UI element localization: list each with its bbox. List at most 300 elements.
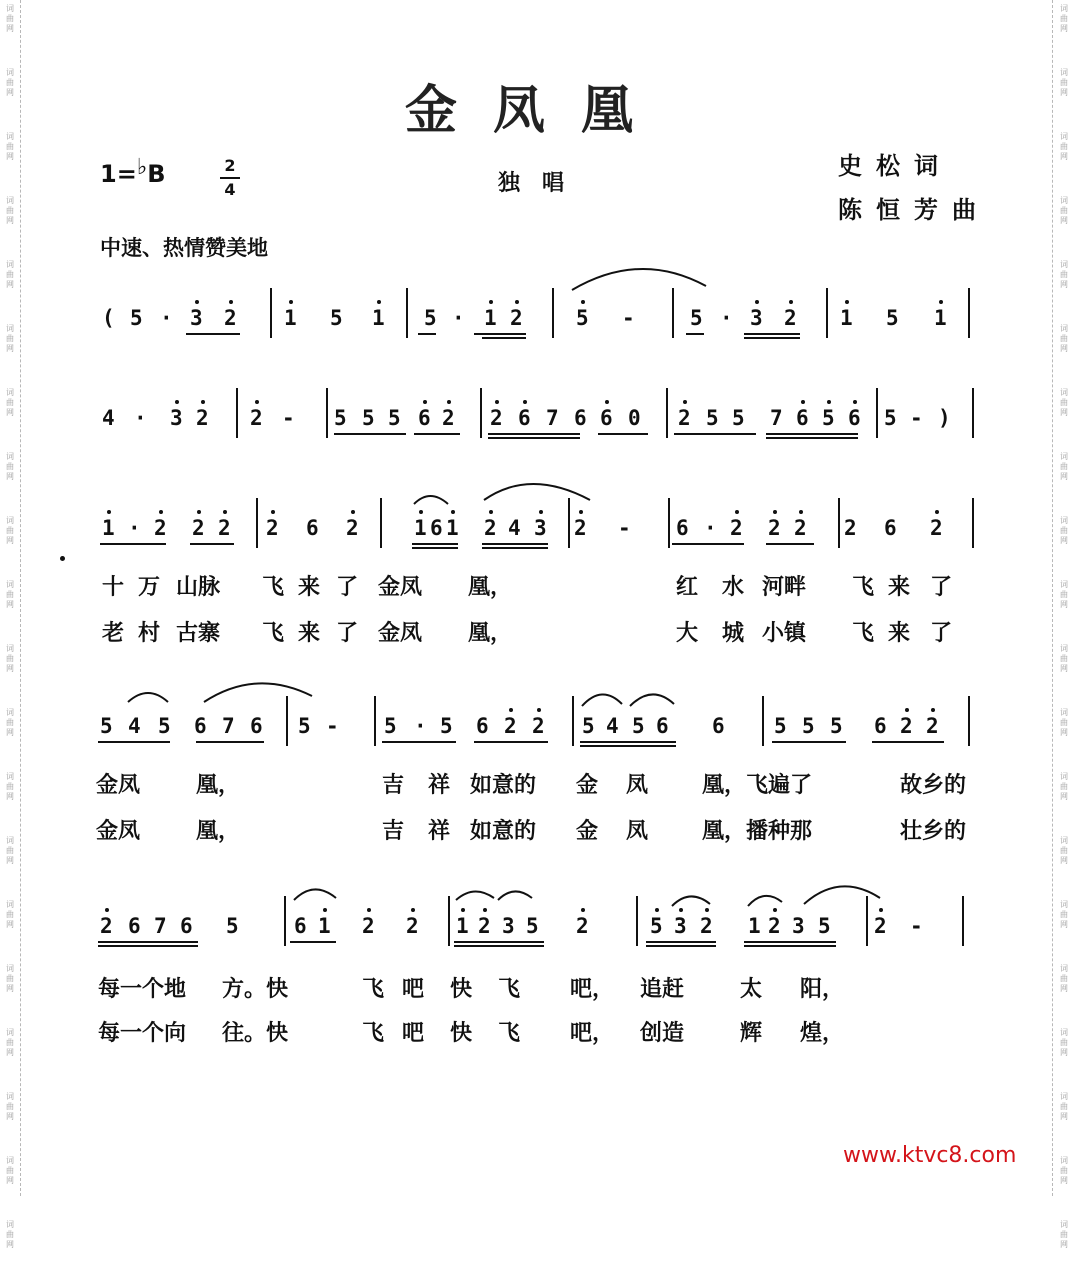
watermark-char: 曲 xyxy=(1060,270,1068,279)
lyric-syllable: 飞 xyxy=(498,976,521,1002)
watermark-char: 网 xyxy=(6,1112,14,1121)
lyric-syllable: 飞 xyxy=(262,574,285,600)
score-note: 2 xyxy=(490,406,503,430)
watermark-char: 词 xyxy=(1060,1220,1068,1229)
score-note: 3 xyxy=(534,516,547,540)
lyric-syllable: 凰， xyxy=(468,574,513,600)
watermark-char: 曲 xyxy=(1060,974,1068,983)
watermark-char: 曲 xyxy=(1060,14,1068,23)
score-note: 2 xyxy=(192,516,205,540)
lyric-syllable: 如意的 xyxy=(470,818,537,844)
score-note: 5 xyxy=(158,714,171,738)
watermark-char: 词 xyxy=(1060,196,1068,205)
score-note: 6 xyxy=(574,406,587,430)
score-note: - xyxy=(326,714,339,738)
score-note: 5 xyxy=(226,914,239,938)
watermark-char: 词 xyxy=(1060,772,1068,781)
score-note: 5 xyxy=(774,714,787,738)
score-note: · xyxy=(452,306,465,330)
score-note: 6 xyxy=(874,714,887,738)
score-note: ( xyxy=(102,306,115,330)
score-note: 3 xyxy=(170,406,183,430)
score-note: 2 xyxy=(576,914,589,938)
watermark-char: 网 xyxy=(6,792,14,801)
watermark-char: 曲 xyxy=(6,462,14,471)
lyric-syllable: 凤 xyxy=(626,818,649,844)
watermark-char: 曲 xyxy=(6,910,14,919)
watermark-char: 词 xyxy=(1060,68,1068,77)
score-note: 1 xyxy=(318,914,331,938)
score-note: 1 xyxy=(446,516,459,540)
lyric-syllable: 来 xyxy=(888,620,911,646)
lyric-syllable: 飞 xyxy=(362,976,385,1002)
score-note: 2 xyxy=(768,914,781,938)
score-note: 2 xyxy=(844,516,857,540)
score-note: 2 xyxy=(784,306,797,330)
score-note: · xyxy=(134,406,147,430)
score-note: 5 xyxy=(650,914,663,938)
slur xyxy=(128,693,168,702)
score-note: 7 xyxy=(546,406,559,430)
lyric-syllable: 金凤 xyxy=(378,574,423,600)
watermark-char: 词 xyxy=(6,900,14,909)
score-note: 5 xyxy=(424,306,437,330)
watermark-char: 词 xyxy=(6,516,14,525)
watermark-char: 词 xyxy=(1060,964,1068,973)
lyric-syllable: 辉 xyxy=(740,1020,763,1046)
watermark-char: 曲 xyxy=(1060,718,1068,727)
watermark-char: 网 xyxy=(6,344,14,353)
watermark-char: 词 xyxy=(1060,836,1068,845)
watermark-char: 网 xyxy=(6,408,14,417)
website-watermark: www.ktvc8.com xyxy=(843,1143,1017,1168)
score-note: · xyxy=(704,516,717,540)
watermark-char: 曲 xyxy=(1060,910,1068,919)
score-note: 2 xyxy=(794,516,807,540)
score-note: · xyxy=(160,306,173,330)
lyric-syllable: 来 xyxy=(888,574,911,600)
score-note: 5 xyxy=(690,306,703,330)
watermark-char: 词 xyxy=(1060,644,1068,653)
slur xyxy=(630,694,674,706)
score-note: 4 xyxy=(606,714,619,738)
score-note: 6 xyxy=(884,516,897,540)
score-note: 5 xyxy=(830,714,843,738)
watermark-char: 网 xyxy=(6,856,14,865)
watermark-char: 词 xyxy=(1060,900,1068,909)
watermark-char: 网 xyxy=(1060,88,1068,97)
watermark-char: 曲 xyxy=(6,1166,14,1175)
score-note: 4 xyxy=(128,714,141,738)
score-note: 6 xyxy=(430,516,443,540)
score-note: 5 xyxy=(130,306,143,330)
watermark-char: 网 xyxy=(6,984,14,993)
watermark-char: 网 xyxy=(1060,472,1068,481)
watermark-char: 网 xyxy=(1060,216,1068,225)
lyric-syllable: 金凤 xyxy=(96,818,141,844)
score-note: 2 xyxy=(926,714,939,738)
watermark-char: 词 xyxy=(6,68,14,77)
score-note: 1 xyxy=(748,914,761,938)
lyric-syllable: 快 xyxy=(450,976,473,1002)
lyric-syllable: 来 xyxy=(298,620,321,646)
score-note: 6 xyxy=(294,914,307,938)
score-note: 5 xyxy=(100,714,113,738)
lyric-syllable: 吉 xyxy=(382,772,405,798)
score-note: 6 xyxy=(476,714,489,738)
lyric-syllable: 小镇 xyxy=(762,620,807,646)
slur xyxy=(804,886,880,904)
score-note: 6 xyxy=(418,406,431,430)
score-note: 2 xyxy=(700,914,713,938)
watermark-char: 曲 xyxy=(6,78,14,87)
watermark-char: 词 xyxy=(6,1092,14,1101)
watermark-char: 网 xyxy=(6,920,14,929)
lyric-syllable: 来 xyxy=(298,574,321,600)
watermark-char: 曲 xyxy=(6,398,14,407)
watermark-char: 曲 xyxy=(6,974,14,983)
watermark-char: 曲 xyxy=(6,590,14,599)
score-note: 3 xyxy=(674,914,687,938)
watermark-block xyxy=(1057,1216,1071,1280)
lyric-syllable: 了 xyxy=(930,574,953,600)
slur xyxy=(748,896,782,906)
slur xyxy=(498,891,532,900)
watermark-char: 网 xyxy=(1060,1176,1068,1185)
watermark-char: 曲 xyxy=(6,270,14,279)
watermark-char: 词 xyxy=(1060,1028,1068,1037)
score-note: 1 xyxy=(284,306,297,330)
watermark-char: 曲 xyxy=(6,142,14,151)
score-note: 2 xyxy=(900,714,913,738)
watermark-char: 网 xyxy=(1060,344,1068,353)
lyric-syllable: 吧， xyxy=(570,976,615,1002)
slur xyxy=(582,694,622,706)
watermark-char: 曲 xyxy=(6,782,14,791)
watermark-char: 词 xyxy=(6,324,14,333)
watermark-char: 网 xyxy=(6,88,14,97)
watermark-char: 网 xyxy=(6,1240,14,1249)
lyric-syllable: 万 xyxy=(138,574,161,600)
score-note: 2 xyxy=(484,516,497,540)
watermark-char: 曲 xyxy=(1060,462,1068,471)
score-note: 2 xyxy=(218,516,231,540)
score-note: 4 xyxy=(508,516,521,540)
watermark-char: 词 xyxy=(1060,516,1068,525)
lyric-syllable: 每一个向 xyxy=(98,1020,187,1046)
lyric-syllable: 故乡的 xyxy=(900,772,967,798)
score-note: · xyxy=(414,714,427,738)
watermark-char: 曲 xyxy=(1060,78,1068,87)
lyricist-credit: 史松词 xyxy=(838,152,952,180)
lyric-syllable: 城 xyxy=(722,620,745,646)
lyric-syllable: 阳， xyxy=(800,976,845,1002)
lyric-syllable: 方。快 xyxy=(222,976,289,1002)
watermark-char: 网 xyxy=(6,216,14,225)
score-note: 6 xyxy=(796,406,809,430)
score-note: 2 xyxy=(154,516,167,540)
lyric-syllable: 飞 xyxy=(852,574,875,600)
lyric-syllable: 飞 xyxy=(498,1020,521,1046)
watermark-char: 词 xyxy=(6,452,14,461)
score-note: 6 xyxy=(712,714,725,738)
score-note: 5 xyxy=(388,406,401,430)
score-note: 6 xyxy=(656,714,669,738)
watermark-char: 网 xyxy=(1060,408,1068,417)
lyric-syllable: 飞 xyxy=(362,1020,385,1046)
key-signature: 1=♭B xyxy=(100,155,166,188)
watermark-char: 曲 xyxy=(6,846,14,855)
watermark-char: 词 xyxy=(1060,388,1068,397)
score-note: 2 xyxy=(362,914,375,938)
lyric-syllable: 凤 xyxy=(626,772,649,798)
watermark-char: 网 xyxy=(1060,152,1068,161)
lyric-syllable: 山脉 xyxy=(176,574,221,600)
score-note: 5 xyxy=(526,914,539,938)
watermark-char: 曲 xyxy=(1060,398,1068,407)
score-note: 2 xyxy=(930,516,943,540)
score-note: 5 xyxy=(330,306,343,330)
score-note: 6 xyxy=(600,406,613,430)
watermark-char: 网 xyxy=(1060,1048,1068,1057)
score-note: 2 xyxy=(442,406,455,430)
performance-style: 独唱 xyxy=(498,171,587,196)
score-note: 2 xyxy=(768,516,781,540)
score-note: 5 xyxy=(582,714,595,738)
lyric-syllable: 飞 xyxy=(262,620,285,646)
score-note: 5 xyxy=(886,306,899,330)
watermark-char: 词 xyxy=(1060,580,1068,589)
watermark-char: 词 xyxy=(1060,324,1068,333)
watermark-char: 曲 xyxy=(6,526,14,535)
watermark-char: 网 xyxy=(1060,792,1068,801)
watermark-char: 网 xyxy=(1060,856,1068,865)
watermark-char: 网 xyxy=(1060,1112,1068,1121)
lyric-syllable: 凰， xyxy=(196,818,241,844)
score-note: 6 xyxy=(306,516,319,540)
lyric-syllable: 大 xyxy=(676,620,699,646)
watermark-char: 网 xyxy=(6,280,14,289)
watermark-char: 词 xyxy=(6,836,14,845)
watermark-char: 曲 xyxy=(6,654,14,663)
watermark-char: 词 xyxy=(1060,708,1068,717)
score-note: 6 xyxy=(518,406,531,430)
lyric-syllable: 吧 xyxy=(402,976,425,1002)
score-note: 6 xyxy=(250,714,263,738)
score-note: 2 xyxy=(574,516,587,540)
lyric-syllable: 太 xyxy=(740,976,763,1002)
score-note: 2 xyxy=(224,306,237,330)
score-note: 1 xyxy=(456,914,469,938)
score-note: 5 xyxy=(440,714,453,738)
score-note: 2 xyxy=(250,406,263,430)
score-note: 3 xyxy=(750,306,763,330)
score-note: 5 xyxy=(818,914,831,938)
watermark-block xyxy=(3,1216,17,1280)
slur xyxy=(204,683,312,702)
score-note: 5 xyxy=(632,714,645,738)
score-note: 2 xyxy=(504,714,517,738)
lyric-syllable: 村 xyxy=(138,620,161,646)
song-title: 金凤凰 xyxy=(404,80,669,141)
watermark-char: 曲 xyxy=(1060,590,1068,599)
watermark-char: 网 xyxy=(6,728,14,737)
lyric-syllable: 十 xyxy=(102,574,125,600)
lyric-syllable: 了 xyxy=(336,620,359,646)
watermark-char: 词 xyxy=(1060,1156,1068,1165)
lyric-syllable: 金凤 xyxy=(96,772,141,798)
watermark-char: 词 xyxy=(6,1220,14,1229)
score-note: 2 xyxy=(100,914,113,938)
watermark-char: 词 xyxy=(6,1156,14,1165)
lyric-syllable: 老 xyxy=(102,620,125,646)
lyric-syllable: 红 xyxy=(676,574,699,600)
watermark-char: 网 xyxy=(6,472,14,481)
watermark-char: 曲 xyxy=(1060,206,1068,215)
score-note: 6 xyxy=(194,714,207,738)
watermark-char: 曲 xyxy=(6,334,14,343)
lyric-syllable: 水 xyxy=(722,574,745,600)
lyric-syllable: 金 xyxy=(576,772,599,798)
watermark-char: 网 xyxy=(1060,728,1068,737)
lyric-syllable: 古寨 xyxy=(176,620,221,646)
lyric-syllable: 金 xyxy=(576,818,599,844)
score-note: 5 xyxy=(884,406,897,430)
lyric-syllable: 了 xyxy=(336,574,359,600)
slur xyxy=(484,484,590,500)
watermark-char: 词 xyxy=(1060,132,1068,141)
score-note: 1 xyxy=(372,306,385,330)
watermark-char: 词 xyxy=(1060,4,1068,13)
watermark-char: 曲 xyxy=(1060,846,1068,855)
score-note: 2 xyxy=(266,516,279,540)
watermark-char: 曲 xyxy=(6,1038,14,1047)
score-note: 3 xyxy=(502,914,515,938)
score-note: 2 xyxy=(874,914,887,938)
score-note: 3 xyxy=(792,914,805,938)
score-note: 2 xyxy=(532,714,545,738)
score-note: - xyxy=(282,406,295,430)
score-note: 1 xyxy=(102,516,115,540)
score-note: 6 xyxy=(180,914,193,938)
watermark-char: 曲 xyxy=(1060,334,1068,343)
score-note: 2 xyxy=(196,406,209,430)
watermark-char: 网 xyxy=(6,1048,14,1057)
lyric-syllable: 凰， xyxy=(196,772,241,798)
watermark-char: 词 xyxy=(6,580,14,589)
score-note: 0 xyxy=(628,406,641,430)
lyric-syllable: 飞 xyxy=(852,620,875,646)
score-note: - xyxy=(910,914,923,938)
watermark-char: 网 xyxy=(6,600,14,609)
lyric-syllable: 创造 xyxy=(640,1020,685,1046)
score-note: 7 xyxy=(222,714,235,738)
score-note: 5 xyxy=(298,714,311,738)
score-note: 2 xyxy=(730,516,743,540)
lyric-syllable: 凰，飞遍了 xyxy=(702,772,813,798)
lyric-syllable: 壮乡的 xyxy=(900,818,967,844)
watermark-char: 网 xyxy=(1060,920,1068,929)
watermark-char: 词 xyxy=(1060,260,1068,269)
watermark-char: 曲 xyxy=(1060,1038,1068,1047)
slur xyxy=(456,891,494,900)
time-signature: 2 4 xyxy=(220,156,240,200)
watermark-char: 网 xyxy=(6,152,14,161)
score-note: 7 xyxy=(770,406,783,430)
watermark-char: 词 xyxy=(6,708,14,717)
watermark-char: 网 xyxy=(1060,1240,1068,1249)
watermark-char: 曲 xyxy=(1060,1102,1068,1111)
watermark-char: 网 xyxy=(6,1176,14,1185)
score-note: 2 xyxy=(478,914,491,938)
score-note: 6 xyxy=(128,914,141,938)
lyric-syllable: 追赶 xyxy=(640,976,685,1002)
watermark-char: 曲 xyxy=(6,14,14,23)
score-note: 6 xyxy=(848,406,861,430)
score-note: 1 xyxy=(934,306,947,330)
score-note: 3 xyxy=(190,306,203,330)
watermark-char: 曲 xyxy=(1060,1166,1068,1175)
score-note: 7 xyxy=(154,914,167,938)
score-note: 1 xyxy=(840,306,853,330)
watermark-char: 词 xyxy=(6,1028,14,1037)
score-note: 6 xyxy=(676,516,689,540)
watermark-char: 网 xyxy=(1060,280,1068,289)
watermark-char: 网 xyxy=(1060,664,1068,673)
watermark-char: 网 xyxy=(6,536,14,545)
watermark-char: 词 xyxy=(1060,452,1068,461)
watermark-char: 词 xyxy=(6,772,14,781)
lyric-syllable: 吧， xyxy=(570,1020,615,1046)
watermark-char: 曲 xyxy=(6,1102,14,1111)
tempo-marking: 中速、热情赞美地 xyxy=(100,236,268,260)
score-note: - xyxy=(622,306,635,330)
watermark-char: 网 xyxy=(1060,536,1068,545)
watermark-char: 曲 xyxy=(1060,654,1068,663)
slur xyxy=(672,896,710,906)
lyric-syllable: 金凤 xyxy=(378,620,423,646)
score-note: 5 xyxy=(822,406,835,430)
watermark-char: 网 xyxy=(1060,24,1068,33)
lyric-syllable: 祥 xyxy=(428,772,451,798)
watermark-char: 曲 xyxy=(6,718,14,727)
watermark-char: 曲 xyxy=(6,1230,14,1239)
score-note: 5 xyxy=(732,406,745,430)
score-note: 5 xyxy=(802,714,815,738)
lyric-syllable: 如意的 xyxy=(470,772,537,798)
score-note: 2 xyxy=(406,914,419,938)
lyric-syllable: 吉 xyxy=(382,818,405,844)
lyric-syllable: 快 xyxy=(450,1020,473,1046)
composer-credit: 陈恒芳曲 xyxy=(838,196,990,224)
watermark-char: 词 xyxy=(6,388,14,397)
lyric-syllable: 凰，播种那 xyxy=(702,818,813,844)
slur xyxy=(572,269,706,290)
watermark-char: 曲 xyxy=(1060,142,1068,151)
score-note: 2 xyxy=(346,516,359,540)
lyric-syllable: 吧 xyxy=(402,1020,425,1046)
score-note: 5 xyxy=(362,406,375,430)
lyric-syllable: 往。快 xyxy=(222,1020,289,1046)
score-note: 4 xyxy=(102,406,115,430)
score-note: 5 xyxy=(706,406,719,430)
score-note: 5 xyxy=(576,306,589,330)
score-note: 2 xyxy=(510,306,523,330)
watermark-char: 网 xyxy=(1060,984,1068,993)
watermark-char: 曲 xyxy=(6,206,14,215)
slur xyxy=(414,496,448,504)
lyric-syllable: 河畔 xyxy=(762,574,807,600)
